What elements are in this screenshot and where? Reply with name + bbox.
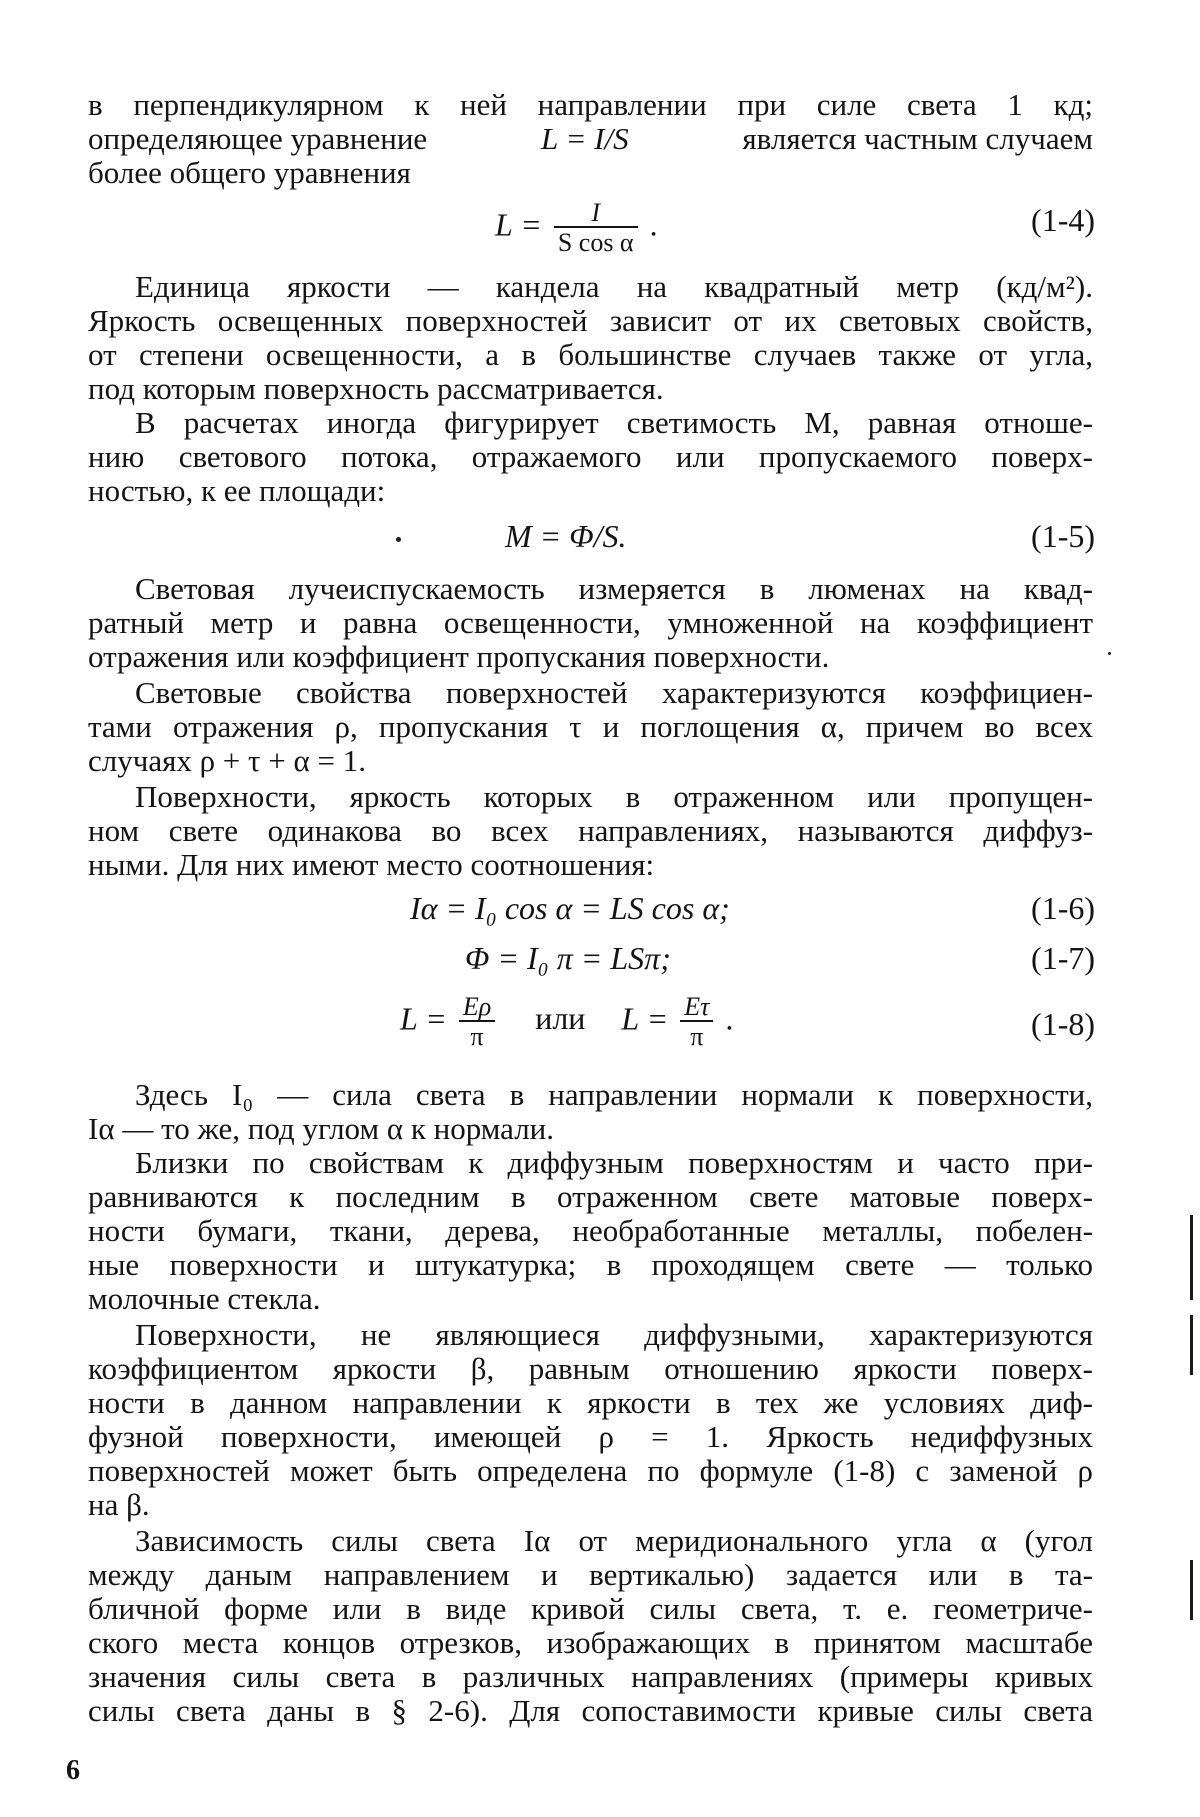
- fraction: [459, 994, 495, 1050]
- text-line: Световые свойства поверхностей характеризуются коэффициен-: [135, 676, 1093, 710]
- text-line: от степени освещенности, а в большинстве случаев также от угла,: [88, 338, 1093, 372]
- text-line: Iα — то же, под углом α к нормали.: [88, 1112, 1093, 1146]
- text-line: Зависимость силы света Iα от меридионального угла α (угол: [135, 1524, 1093, 1558]
- equation-1-8: [0, 994, 1200, 1054]
- text-line: ности бумаги, ткани, дерева, необработанные металлы, побелен-: [88, 1214, 1093, 1248]
- text-line: коэффициентом яркости β, равным отношению яркости поверх-: [88, 1352, 1093, 1386]
- text-line: тами отражения ρ, пропускания τ и поглощения α, причем во всех: [88, 710, 1093, 744]
- text-line: ратный метр и равна освещенности, умноженной на коэффициент: [88, 606, 1093, 640]
- text-line: более общего уравнения: [88, 156, 1093, 190]
- text-line: фузной поверхности, имеющей ρ = 1. Яркость недиффузных: [88, 1420, 1093, 1454]
- text-line: В расчетах иногда фигурирует светимость M, равная отноше-: [135, 406, 1093, 440]
- text-line: случаях ρ + τ + α = 1.: [88, 744, 1093, 778]
- text-line: ского места концов отрезков, изображающих в принятом масштабе: [88, 1626, 1093, 1660]
- text-line: между даным направлением и вертикалью) задается или в та-: [88, 1558, 1093, 1592]
- text-line: в перпендикулярном к ней направлении при силе света 1 кд;: [88, 88, 1093, 122]
- scan-edge-mark: [1190, 1560, 1193, 1620]
- text-line: Единица яркости — кандела на квадратный метр (кд/м²).: [135, 270, 1093, 304]
- text-line: Поверхности, не являющиеся диффузными, характеризуются: [135, 1318, 1093, 1352]
- equation-1-7: [0, 938, 1200, 988]
- text-line: ности в данном направлении к яркости в тех же условиях диф-: [88, 1386, 1093, 1420]
- text-line: ными. Для них имеют место соотношения:: [88, 848, 1093, 882]
- text-line: значения силы света в различных направлениях (примеры кривых: [88, 1660, 1093, 1694]
- equation-number: (1-7): [1031, 938, 1095, 978]
- print-speck: [396, 537, 401, 542]
- text-line: нию светового потока, отражаемого или пропускаемого поверх-: [88, 440, 1093, 474]
- equation-1-6: [0, 888, 1200, 938]
- formula-part: L =: [621, 1000, 668, 1036]
- equation-1-4: [0, 200, 1200, 250]
- formula-part: Iα = I₀ cos α = LS cos α;: [410, 888, 730, 928]
- equation-number: (1-6): [1031, 888, 1095, 928]
- print-speck: [1108, 652, 1111, 655]
- fraction: [680, 994, 713, 1050]
- text-line: ном свете одинакова во всех направлениях, называются диффуз-: [88, 814, 1093, 848]
- formula-part: M = Φ/S.: [505, 516, 627, 556]
- text-line: молочные стекла.: [88, 1282, 1093, 1316]
- fraction: [554, 200, 638, 256]
- scan-edge-mark: [1190, 1215, 1193, 1300]
- text-line: под которым поверхность рассматривается.: [88, 372, 1093, 406]
- text-line: силы света даны в § 2-6). Для сопоставимости кривые силы света: [88, 1694, 1093, 1728]
- fraction-numerator: Eρ: [459, 994, 495, 1020]
- text-line: равниваются к последним в отраженном свете матовые поверх-: [88, 1180, 1093, 1214]
- fraction-denominator: π: [680, 1020, 713, 1050]
- formula-part: L =: [400, 1000, 447, 1036]
- equation-number: (1-8): [1031, 1004, 1095, 1044]
- fraction-denominator: π: [459, 1020, 495, 1050]
- scan-edge-mark: [1190, 1315, 1193, 1375]
- text-line: Яркость освещенных поверхностей зависит от их световых свойств,: [88, 304, 1093, 338]
- text-line: Близки по свойствам к диффузным поверхностям и часто при-: [135, 1146, 1093, 1180]
- text-line: [88, 122, 1093, 156]
- equation-number: (1-4): [1031, 200, 1095, 240]
- equation-1-5: [0, 516, 1200, 566]
- formula-part: или: [535, 1000, 585, 1036]
- text-line: ные поверхности и штукатурка; в проходящем свете — только: [88, 1248, 1093, 1282]
- book-page: [0, 0, 1200, 1817]
- text-line: отражения или коэффициент пропускания поверхности.: [88, 640, 1093, 674]
- formula-part: .: [725, 1000, 733, 1036]
- text-line: Здесь I₀ — сила света в направлении нормали к поверхности,: [135, 1078, 1093, 1112]
- text-fragment: определяющее уравнение: [88, 122, 427, 156]
- formula-part: L =: [495, 206, 542, 242]
- page-number: 6: [66, 1755, 80, 1787]
- inline-formula: L = I/S: [541, 122, 629, 156]
- fraction-denominator: S cos α: [554, 226, 638, 256]
- text-line: Поверхности, яркость которых в отраженном или пропущен-: [135, 780, 1093, 814]
- formula-part: Φ = I₀ π = LSπ;: [465, 938, 671, 978]
- text-line: на β.: [88, 1488, 1093, 1522]
- equation-number: (1-5): [1031, 516, 1095, 556]
- text-line: Световая лучеиспускаемость измеряется в люменах на квад-: [135, 572, 1093, 606]
- text-line: ностью, к ее площади:: [88, 474, 1093, 508]
- fraction-numerator: I: [554, 200, 638, 226]
- text-fragment: является частным случаем: [742, 122, 1093, 156]
- text-line: поверхностей может быть определена по формуле (1-8) с заменой ρ: [88, 1454, 1093, 1488]
- text-line: бличной форме или в виде кривой силы света, т. е. геометриче-: [88, 1592, 1093, 1626]
- fraction-numerator: Eτ: [680, 994, 713, 1020]
- formula-part: .: [650, 206, 658, 242]
